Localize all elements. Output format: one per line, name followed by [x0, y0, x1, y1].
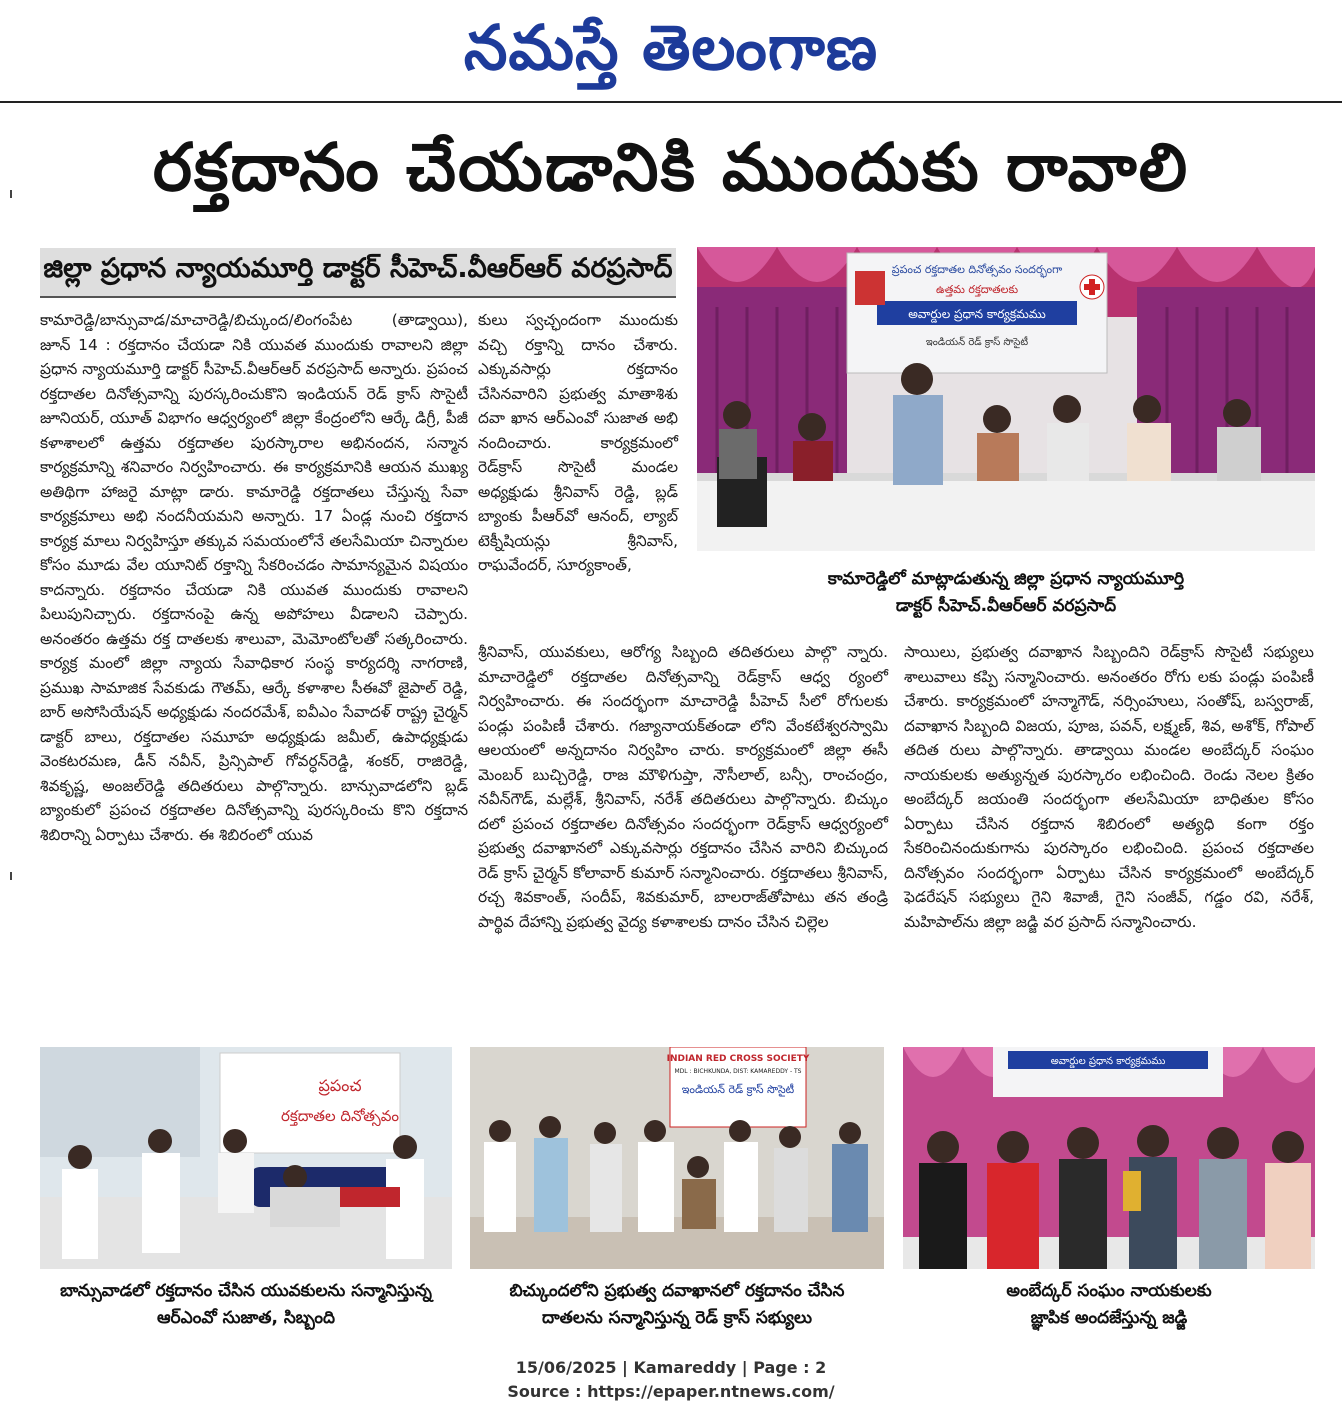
- banner-text: MDL : BICHKUNDA, DIST: KAMAREDDY - TS: [674, 1068, 802, 1075]
- photo-bichkunda-caption: [470, 1278, 884, 1332]
- banner-text: ప్రపంచ రక్తదాతల దినోత్సవం సందర్భంగా: [891, 263, 1063, 276]
- footer-source-line[interactable]: Source : https://epaper.ntnews.com/: [507, 1382, 835, 1401]
- banner-text: ప్రపంచ: [318, 1076, 362, 1095]
- main-photo: [697, 247, 1315, 551]
- banner-text: ఉత్తమ రక్తదాతలకు: [935, 283, 1019, 296]
- subheadline-box: [40, 248, 676, 296]
- photo-bichkunda: [470, 1047, 884, 1269]
- photo-banswada: [40, 1047, 452, 1269]
- caption-line: ఆర్ఎంవో సుజాత, సిబ్బంది: [156, 1308, 335, 1328]
- banner-text: అవార్డుల ప్రధాన కార్యక్రమము: [1050, 1056, 1166, 1067]
- caption-line: బాన్సువాడలో రక్తదానం చేసిన యువకులను సన్మానిస్తున్న: [60, 1281, 432, 1301]
- caption-line: అంబేద్కర్ సంఘం నాయకులకు: [1006, 1281, 1212, 1301]
- photo-ambedkar: [903, 1047, 1315, 1269]
- caption-line: కామారెడ్డిలో మాట్లాడుతున్న జిల్లా ప్రధాన న్యాయమూర్తి: [827, 569, 1185, 589]
- subheadline-rule: [40, 296, 676, 298]
- masthead-rule: [0, 101, 1342, 103]
- masthead: [0, 0, 1342, 100]
- footer-date-line: 15/06/2025 | Kamareddy | Page : 2: [515, 1358, 827, 1377]
- banner-text: INDIAN RED CROSS SOCIETY: [666, 1054, 810, 1064]
- article-column-1: కామారెడ్డి/బాన్సువాడ/మాచారెడ్డి/బిచ్కుంద/లింగంపేట (తాడ్వాయి), జూన్ 14 : రక్తదానం చేయడా నికి యువత ముందుకు రావాలని జిల్లా ప్రధాన న్యాయమూర్తి డాక్టర్ సీహెచ్.వీఆర్ఆర్ వరప్రసాద్ అన్నారు. ప్రపంచ రక్తదాతల దినోత్సవాన్ని పురస్కరించుకొని ఇండియన్ రెడ్ క్రాస్ సొసైటీ జూనియర్, యూత్ విభాగం ఆధ్వర్యంలో జిల్లా కేంద్రంలోని ఆర్కే డిగ్రీ, పీజీ కళాశాలలో ఉత్తమ రక్తదాతల పురస్కారాల అభినందన, సన్మాన కార్యక్రమాన్ని శనివారం నిర్వహించారు. ఈ కార్యక్రమానికి ఆయన ముఖ్య అతిథిగా హాజరై మాట్లా డారు. కామారెడ్డి రక్తదాతలు చేస్తున్న సేవా కార్యక్రమాలు అభి నందనీయమని అన్నారు. 17 ఏండ్ల నుంచి రక్తదాన కార్యక్ర మాలు నిర్వహిస్తూ తక్కువ సమయంలోనే తలసేమియా చిన్నారుల కోసం మూడు వేల యూనిట్ రక్తాన్ని సేకరించడం సామాన్యమైన విషయం కాదన్నారు. రక్తదానం చేయడా నికి యువత ముందుకు రావాలని పిలుపునిచ్చారు. రక్తదానంపై ఉన్న అపోహలు వీడాలని చెప్పారు. అనంతరం ఉత్తమ రక్త దాతలకు శాలువా, మెమోంటోలతో సత్కరించారు. కార్యక్ర మంలో జిల్లా న్యాయ సేవాధికార సంస్థ కార్యదర్శి నాగరాణి, ప్రముఖ సామాజిక సేవకుడు గౌతమ్, ఆర్కే కళాశాల సీఈవో జైపాల్ రెడ్డి, బార్ అసోసియేషన్ అధ్యక్షుడు నందరమేశ్, ఐవీఎం సేవాదళ్ రాష్ట్ర చైర్మన్ డాక్టర్ బాలు, రక్తదాతల సమూహ అధ్యక్షుడు జమీల్, ఉపాధ్యక్షుడు వెంకటరమణ, డీన్ నవీన్, ప్రిన్సిపాల్ గోవర్ధన్‌రెడ్డి, శంకర్, రాజిరెడ్డి, శివకృష్ణ, అంజల్‌రెడ్డి తదితరులు పాల్గొన్నారు. బాన్సువాడలోని బ్లడ్ బ్యాంకులో ప్రపంచ రక్తదాతల దినోత్సవాన్ని పురస్కరించు కొని రక్తదాన శిబిరాన్ని ఏర్పాటు చేశారు. ఈ శిబిరంలో యువ: [40, 311, 468, 844]
- photo-banswada-caption: [40, 1278, 452, 1332]
- banner-text: రక్తదాతల దినోత్సవం: [280, 1107, 400, 1125]
- margin-mark: [10, 872, 12, 880]
- headline: రక్తదానం చేయడానికి ముందుకు రావాలి: [152, 129, 1190, 206]
- article-column-3: సాయిలు, ప్రభుత్వ దవాఖాన సిబ్బందిని రెడ్‌క్రాస్ సొసైటీ సభ్యులు శాలువాలు కప్పి సన్మానించారు. అనంతరం రోగు లకు పండ్లు పంపిణీ చేశారు. కార్యక్రమంలో హన్మాగౌడ్, నర్సింహులు, సంతోష్, బస్వరాజ్, దవాఖాన సిబ్బంది విజయ, పూజ, పవన్, లక్ష్మణ్, శివ, అశోక్, గోపాల్ తదిత రులు పాల్గొన్నారు. తాడ్వాయి మండల అంబేద్కర్ సంఘం నాయకులకు అత్యున్నత పురస్కారం లభించింది. రెండు నెలల క్రితం అంబేద్కర్ జయంతి సందర్భంగా తలసేమియా బాధితుల కోసం ఏర్పాటు చేసిన రక్తదాన శిబిరంలో అత్యధి కంగా రక్తం సేకరించినందుకుగాను పురస్కారం లభించింది. ప్రపంచ రక్తదాతల దినోత్సవం సందర్భంగా ఏర్పాటు చేసిన కార్యక్రమంలో అంబేద్కర్ ఫెడరేషన్ సభ్యులు గైని శివాజీ, గైని సంజీవ్, గడ్డం రవి, నరేశ్, మహిపాల్‌ను జిల్లా జడ్జి వర ప్రసాద్ సన్మానించారు.: [904, 643, 1314, 931]
- article-column-2-bottom: శ్రీనివాస్, యువకులు, ఆరోగ్య సిబ్బంది తదితరులు పాల్గొ న్నారు. మాచారెడ్డిలో రక్తదాతల దినోత్సవాన్ని రెడ్‌క్రాస్ ఆధ్వ ర్యంలో నిర్వహించారు. ఈ సందర్భంగా మాచారెడ్డి పీహెచ్ సీలో రోగులకు పండ్లు పంపిణీ చేశారు. గజ్యానాయక్‌తండా లోని వేంకటేశ్వరస్వామి ఆలయంలో అన్నదానం నిర్వహిం చారు. కార్యక్రమంలో జిల్లా ఈసీ మెంబర్ బుచ్చిరెడ్డి, రాజ మౌళిగుప్తా, నౌసీలాల్, బన్సీ, రాంచంద్రం, నవీన్‌గౌడ్, మల్లేశ్, శ్రీనివాస్, నరేశ్ తదితరులు పాల్గొన్నారు. బిచ్కుం దలో ప్రపంచ రక్తదాతల దినోత్సవం సందర్భంగా రెడ్‌క్రాస్ ఆధ్వర్యంలో ప్రభుత్వ దవాఖానలో ఎక్కువసార్లు రక్తదానం చేసిన వారిని బిచ్కుంద రెడ్ క్రాస్ చైర్మన్ కోలావార్ కుమార్ సన్మానించారు. రక్తదాతలు శ్రీనివాస్, రచ్చ శివకాంత్, సందీప్, శివకుమార్, బాలరాజ్‌తోపాటు తన తండ్రి పార్థివ దేహాన్ని ప్రభుత్వ వైద్య కళాశాలకు దానం చేసిన చిల్లెల: [478, 643, 888, 931]
- caption-line: బిచ్కుందలోని ప్రభుత్వ దవాఖానలో రక్తదానం చేసిన: [509, 1281, 845, 1301]
- caption-line: దాతలను సన్మానిస్తున్న రెడ్ క్రాస్ సభ్యులు: [541, 1308, 812, 1328]
- caption-line: జ్ఞాపిక అందజేస్తున్న జడ్జి: [1030, 1308, 1188, 1328]
- subheadline: జిల్లా ప్రధాన న్యాయమూర్తి డాక్టర్ సీహెచ్.వీఆర్ఆర్ వరప్రసాద్: [43, 253, 673, 284]
- article-column-2-top: కులు స్వచ్ఛందంగా ముందుకు వచ్చి రక్తాన్ని దానం చేశారు. ఎక్కువసార్లు రక్తదానం చేసినవారిని ప్రభుత్వ మాతాశిశు దవా ఖాన ఆర్‌ఎంవో సుజాత అభి నందించారు. కార్యక్రమంలో రెడ్‌క్రాస్ సొసైటీ మండల అధ్యక్షుడు శ్రీనివాస్ రెడ్డి, బ్లడ్ బ్యాంకు పీఆర్‌వో ఆనంద్, ల్యాబ్ టెక్నీషియన్లు శ్రీనివాస్, రాఘవేందర్, సూర్యకాంత్,: [478, 311, 678, 574]
- caption-line: డాక్టర్ సీహెచ్.వీఆర్ఆర్ వరప్రసాద్: [895, 596, 1117, 616]
- banner-text: అవార్డుల ప్రధాన కార్యక్రమము: [908, 307, 1046, 321]
- masthead-logo: నమస్తే తెలంగాణ: [463, 11, 879, 84]
- banner-text: ఇండియన్ రెడ్ క్రాస్ సొసైటీ: [681, 1083, 795, 1096]
- photo-ambedkar-caption: [903, 1278, 1315, 1332]
- main-photo-caption: [697, 566, 1315, 620]
- banner-text: ఇండియన్ రెడ్ క్రాస్ సొసైటీ: [925, 337, 1029, 348]
